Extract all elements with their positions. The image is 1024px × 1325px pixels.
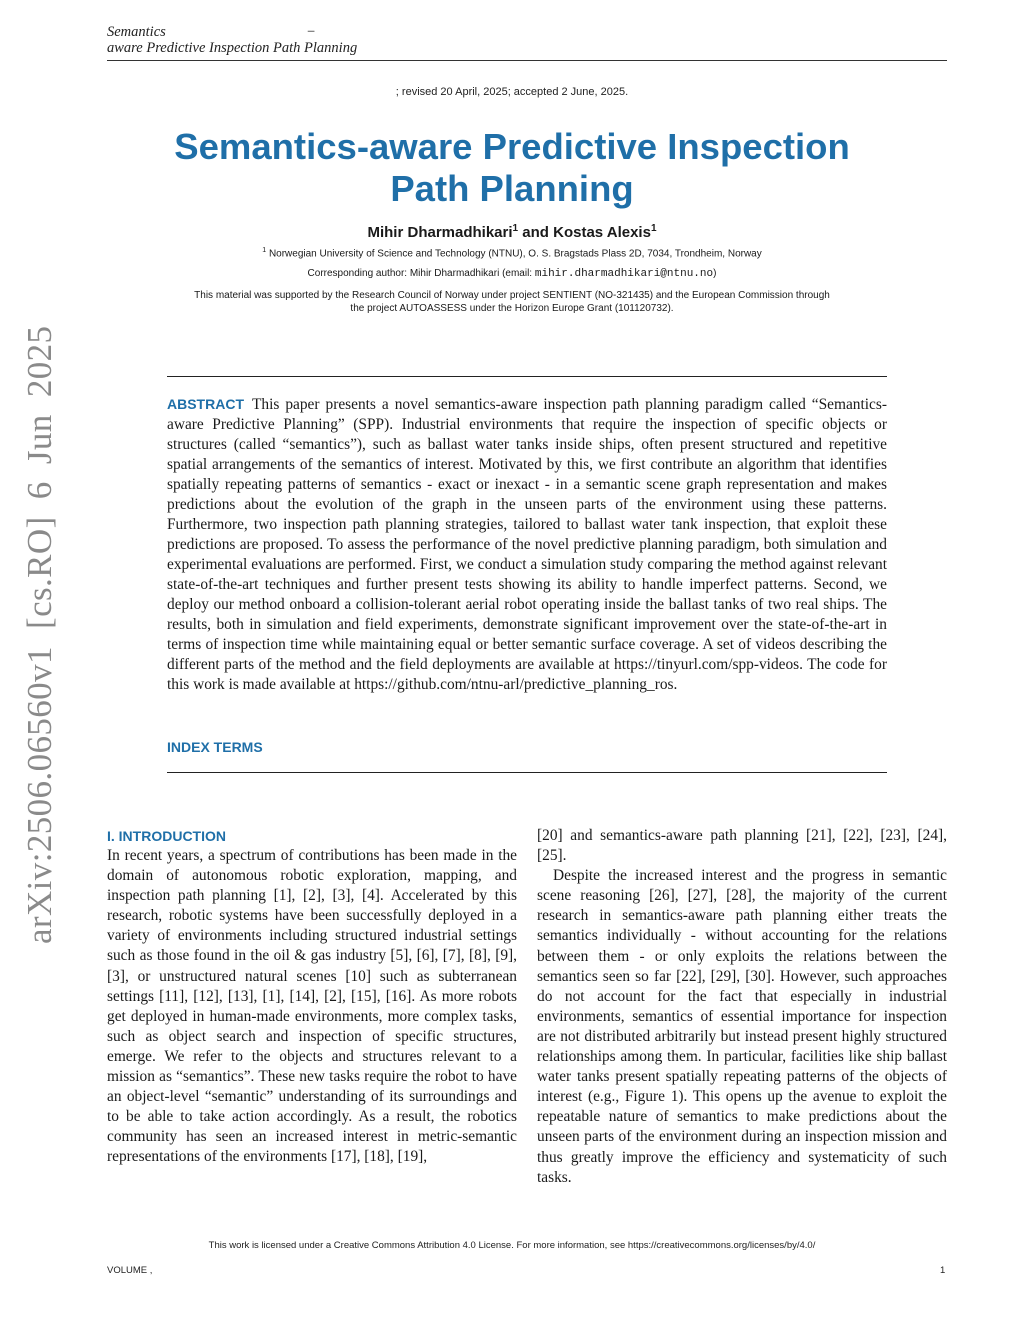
index-terms-heading: INDEX TERMS [167,739,263,755]
column-right [537,826,947,1188]
author-affiliation-mark: 1 [512,223,519,234]
affiliation [0,247,1024,259]
footer-volume: VOLUME , [107,1265,153,1276]
abstract-rule-top [167,376,887,377]
revision-dates: ; revised 20 April, 2025; accepted 2 June, 2025. [395,86,629,98]
intro-paragraph-2: Despite the increased interest and the progress in semantic scene reasoning [26], [27], [28], the majority of the current research in semantics-aware path planning either treats the semantics individually - without accounting for the relations between them - or only exploits the relations between the semantics seen so far [22], [29], [30]. However, such approaches do not account for the fact that especially in industrial environments, semantics of essential importance for inspection are not distributed arbitrarily but instead present highly structured relationships among them. In particular, facilities like ship ballast water tanks present spatially repeating patterns of the objects of interest (e.g., Figure 1). This opens up the avenue to exploit the repeatable nature of semantics to make predictions about the unseen parts of the environment during an inspection mission and thus greatly improve the efficiency and systematicity of such tasks. [537,867,947,1186]
author-name: Kostas Alexis [553,224,651,241]
header-rule [107,60,947,61]
author-affiliation-mark: 1 [650,223,657,234]
abstract-text: This paper presents a novel semantics-aware inspection path planning paradigm called “Semantics-aware Predictive Planning” (SPP). Industrial environments that require the inspection of specific objects or structures (called “semantics”), such as ballast water tanks inside ships, often present structured and repetitive spatial arrangements of the semantics of interest. Motivated by this, we first contribute an algorithm that identifies spatially repeating patterns of semantics - exact or inexact - in a semantic scene graph representation and makes predictions about the evolution of the graph in the unseen parts of the environment using these patterns. Furthermore, two inspection path planning strategies, tailored to ballast water tank inspection, that exploit these predictions are proposed. To assess the performance of the novel predictive planning paradigm, both simulation and experimental evaluations are performed. First, we conduct a simulation study comparing the method against relevant state-of-the-art techniques and further present tests showing its ability to handle imperfect patterns. Second, we deploy our method onboard a collision-tolerant aerial robot operating inside the ballast tanks of two real ships. The results, both in simulation and field experiments, demonstrate significant improvement over the state-of-the-art in terms of inspection time while maintaining equal or better semantic surface coverage. A set of videos describing the different parts of the method and the field deployments are available at https://tinyurl.com/spp-videos. The code for this work is made available at https://github.com/ntnu-arl/predictive_planning_ros. [167,396,887,693]
funding-note: This material was supported by the Research Council of Norway under project SENTIENT (NO-321435) and the European Commission through the project AUTOASSESS under the Horizon Europe Grant (101120732). [194,290,830,314]
running-header [107,24,947,56]
author-connector: and [518,224,554,241]
corresponding-prefix: Corresponding author: Mihir Dharmadhikari (email: [307,268,535,279]
running-header-dash: − [307,24,316,40]
column-left [107,826,517,1168]
footer-page-number: 1 [940,1265,946,1276]
author-list [0,223,1024,241]
affiliation-mark: 1 [262,247,267,254]
abstract-label: ABSTRACT [167,396,244,412]
abstract [167,394,887,695]
paper-title: Semantics-aware Predictive Inspection Path Planning [174,126,850,209]
intro-paragraph-1-continued: [20] and semantics-aware path planning [21], [22], [23], [24], [25]. [537,827,947,865]
corresponding-email[interactable]: mihir.dharmadhikari@ntnu.no [534,268,714,280]
intro-paragraph-1: In recent years, a spectrum of contributions has been made in the domain of autonomous robotic exploration, mapping, and inspection path planning [1], [2], [3], [4]. Accelerated by this research, robotic systems have been successfully deployed in a variety of environments including structured industrial settings such as those found in the oil & gas industry [5], [6], [7], [8], [9], [3], or unstructured natural scenes [10] such as subterranean settings [11], [12], [13], [1], [14], [2], [15], [16]. As more robots get deployed in human-made environments, more complex tasks, such as object search and inspection of specific structures, emerge. We refer to the objects and structures relevant to a mission as “semantics”. These new tasks require the robot to have an object-level “semantic” understanding of its surroundings and to be able to take action accordingly. As a result, the robotics community has seen an increased interest in metric-semantic representations of the environments [17], [18], [19], [107,847,517,1166]
running-header-line1: Semantics [107,24,166,40]
license-notice: This work is licensed under a Creative Commons Attribution 4.0 License. For more information, see https://creativecommons.org/licenses/by/4.0/ [208,1240,816,1251]
arxiv-stamp: arXiv:2506.06560v1 [cs.RO] 6 Jun 2025 [20,325,59,944]
section-heading-introduction: I. INTRODUCTION [107,828,226,844]
running-header-line2: aware Predictive Inspection Path Planning [107,40,358,56]
author-name: Mihir Dharmadhikari [367,224,513,241]
affiliation-text: Norwegian University of Science and Technology (NTNU), O. S. Bragstads Plass 2D, 7034, Trondheim, Norway [268,248,762,260]
abstract-rule-bottom [167,772,887,773]
corresponding-author [0,268,1024,280]
corresponding-suffix: ) [713,268,717,279]
